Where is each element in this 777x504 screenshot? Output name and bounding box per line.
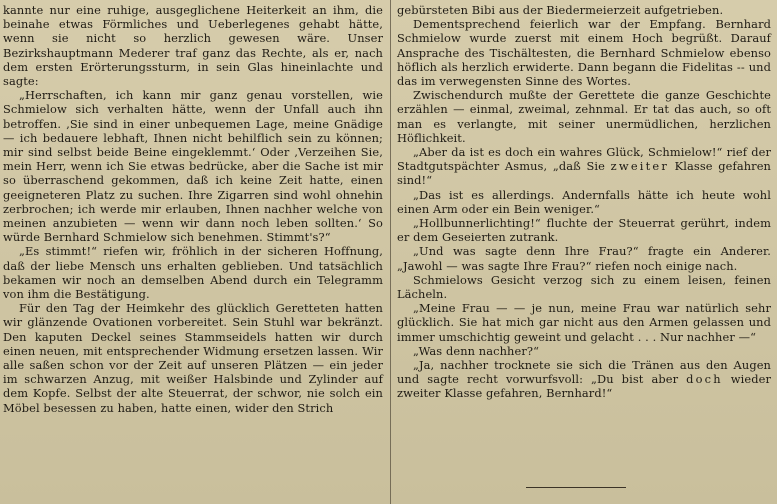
end-of-story-rule (526, 487, 626, 488)
left-paragraph-1: kannte nur eine ruhige, ausgeglichene Heiterkeit an ihm, die beinahe etwas Förmliches und Ueberlegenes gehabt hätte, wenn sie nicht so herzlich gewesen wäre. Unser Bezirkshauptmann Mederer traf ganz das Rechte, als er, nach dem ersten Erörterungssturm, in sein Glas hineinlachte und sagte: (3, 3, 383, 89)
left-paragraph-4: Für den Tag der Heimkehr des glücklich Geretteten hatten wir glänzende Ovationen vorbereitet. Sein Stuhl war bekränzt. Den kaputen Deckel seines Stammseidels hatten wir durch einen neuen, mit entsprechender Widmung ersetzen lassen. Wir alle saßen schon vor der Zeit auf unseren Plätzen — ein jeder im schwarzen Anzug, mit weißer Halsbinde und Zylinder auf dem Kopfe. Selbst der alte Steuerrat, der schwor, nie solch ein Möbel besessen zu haben, hatte einen, wider den Strich (3, 301, 383, 415)
right-paragraph-11-part-a: „Ja, nachher trocknete sie sich die Tränen aus den Augen und sagte recht vorwurfsvoll: „Du bist aber (397, 358, 771, 387)
left-paragraph-2: „Herrschaften, ich kann mir ganz genau vorstellen, wie Schmielow sich verhalten hätte, wenn der Unfall auch ihn betroffen. ‚Sie sind in einer unbequemen Lage, meine Gnädige — ich bedauere lebhaft, Ihnen nicht behilflich sein zu können; mir sind selbst beide Beine eingeklemmt.‘ Oder ‚Verzeihen Sie, mein Herr, wenn ich Sie etwas bedrücke, aber die Sache ist mir so überraschend gekommen, daß ich keine Zeit hatte, einen geeigneteren Platz zu suchen. Ihre Zigarren sind wohl ohnehin zerbrochen; ich werde mir erlauben, Ihnen nachher welche von meinen anzubieten — wenn wir dann noch leben sollten.‘ So würde Bernhard Schmielow sich benehmen. Stimmt's?“ (3, 88, 383, 245)
right-paragraph-6: „Hollbunnerlichting!“ fluchte der Steuerrat gerührt, indem er dem Geseierten zutrank. (397, 216, 771, 245)
right-paragraph-9: „Meine Frau — — je nun, meine Frau war natürlich sehr glücklich. Sie hat mich gar nicht aus den Armen gelassen und immer umschichtig geweint und gelacht . . . Nur nachher —“ (397, 301, 771, 344)
right-column (397, 3, 771, 401)
left-column (3, 3, 383, 415)
right-paragraph-1: gebürsteten Bibi aus der Biedermeierzeit aufgetrieben. (397, 3, 724, 17)
right-paragraph-11 (397, 358, 771, 401)
right-paragraph-4 (397, 145, 771, 188)
right-paragraph-8: Schmielows Gesicht verzog sich zu einem leisen, feinen Lächeln. (397, 272, 771, 302)
right-paragraph-3: Zwischendurch mußte der Gerettete die ganze Geschichte erzählen — einmal, zweimal, zehnmal. Er tat das auch, so oft man es verlangte, mit seiner unermüdlichen, herzlichen Höflichkeit. (397, 88, 771, 145)
right-paragraph-11-part-c: wieder zweiter Klasse gefahren, Bernhard!“ (397, 372, 771, 401)
column-divider (390, 0, 391, 504)
cropped-header-rule (397, 0, 771, 2)
right-paragraph-4-part-a: „Aber da ist es doch ein wahres Glück, Schmielow!“ rief der Stadtgutspächter Asmus, „daß Sie (397, 145, 771, 174)
right-paragraph-5: „Das ist es allerdings. Andernfalls hätte ich heute wohl einen Arm oder ein Bein weniger.“ (397, 187, 771, 216)
right-paragraph-7: „Und was sagte denn Ihre Frau?“ fragte ein Anderer. „Jawohl — was sagte Ihre Frau?“ riefen noch einige nach. (397, 244, 771, 273)
spaced-word-zweiter: zweiter (610, 159, 669, 174)
spaced-word-doch: doch (686, 372, 723, 387)
left-paragraph-3: „Es stimmt!“ riefen wir, fröhlich in der sicheren Hoffnung, daß der liebe Mensch uns erhalten geblieben. Und tatsächlich bekamen wir noch an demselben Abend durch ein Telegramm von ihm die Bestätigung. (3, 244, 383, 302)
right-paragraph-10: „Was denn nachher?“ (413, 343, 539, 358)
right-paragraph-2: Dementsprechend feierlich war der Empfang. Bernhard Schmielow wurde zuerst mit einem Hoch begrüßt. Darauf Ansprache des Tischältesten, die Bernhard Schmielow ebenso höflich als herzlich erwiderte. Dann begann die Fidelitas -- und das im verwegensten Sinne des Wortes. (397, 17, 771, 89)
right-paragraph-4-part-c: Klasse gefahren sind!“ (397, 159, 771, 188)
